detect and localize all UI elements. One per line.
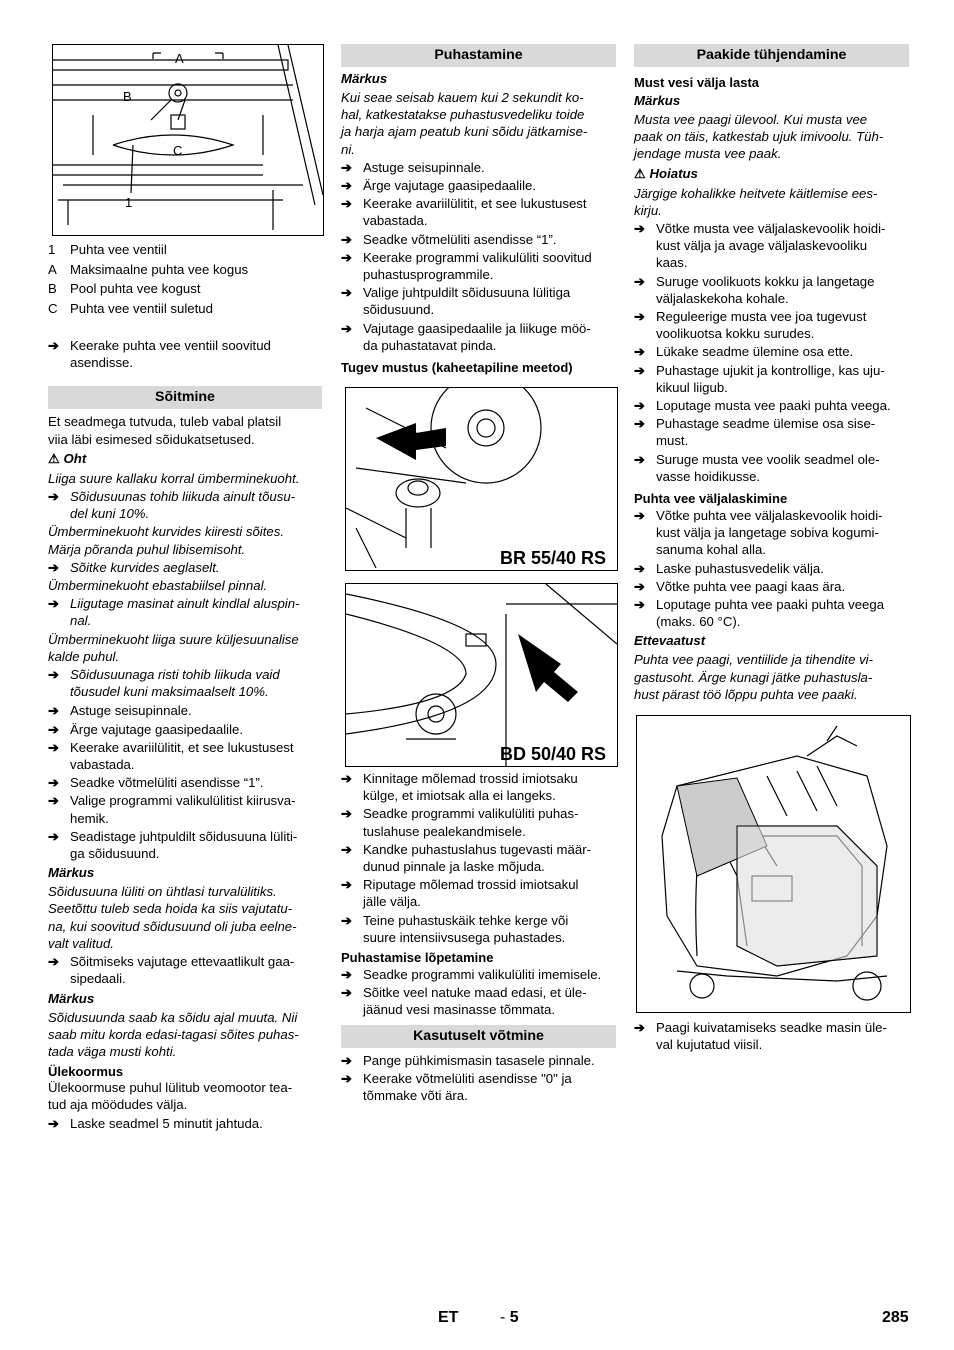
instruction-step: ➔ Seadke programmi valikulüliti imemisele. [341,967,602,983]
instruction-step: ➔ Võtke puhta vee väljalaskevoolik hoidi- kust välja ja langetage sobiva kogumi- sanuma kohal alla. [634,508,883,558]
instruction-step: ➔ Loputage puhta vee paaki puhta veega (maks. 60 °C). [634,597,885,630]
arrow-icon: ➔ [634,560,646,576]
warning-text: Järgige kohalikke heitvete käitlemise ees- kirju. [634,185,878,218]
arrow-icon: ➔ [341,967,353,983]
arrow-icon: ➔ [341,1052,353,1068]
arrow-icon: ➔ [341,1070,353,1086]
instruction-step: ➔ Sõitke veel natuke maad edasi, et üle- jäänud vesi masinasse tõmmata. [341,985,587,1018]
instruction-step: ➔ Keerake võtmelüliti asendisse "0" ja tõmmake võti ära. [341,1070,572,1104]
danger-text: Ümberminekuoht kurvides kiiresti sõites. Märja põranda puhul libisemisoht. [48,524,284,557]
instruction-step: ➔ Võtke puhta vee paagi kaas ära. [634,578,846,594]
instruction-step: ➔ Kandke puhastuslahus tugevasti määr- dunud pinnale ja laske mõjuda. [341,841,591,875]
figure-model-label: BD 50/40 RS [500,744,607,765]
fig-label-a: A [175,51,184,66]
arrow-icon: ➔ [341,249,353,265]
legend-item: B Pool puhta vee kogust [48,281,201,296]
instruction-step: ➔ Lükake seadme ülemine osa ette. [634,344,854,360]
fig-label-1: 1 [125,195,133,210]
arrow-icon: ➔ [634,344,646,360]
arrow-icon: ➔ [634,508,646,524]
instruction-step: ➔ Kinnitage mõlemad trossid imiotsaku külge, et imiotsak alla ei langeks. [341,771,578,804]
arrow-icon: ➔ [634,1020,646,1036]
arrow-icon: ➔ [634,578,646,594]
instruction-step: ➔ Keerake avariilülitit, et see lukustusest vabastada. [341,196,587,229]
danger-step: ➔ Sõidusuunaga risti tohib liikuda vaid tõusudel kuni maksimaalselt 10%. [48,667,280,700]
note-text: Musta vee paagi ülevool. Kui musta vee paak on täis, katkestab ujuk imivoolu. Tüh- jendage musta vee paak. [634,112,884,162]
figure-bd-50-40 [345,583,618,767]
instruction-step: ➔ Loputage musta vee paaki puhta veega. [634,398,891,414]
instruction-step: ➔ Seadistage juhtpuldilt sõidusuuna lüliti- ga sõidusuund. [48,828,298,862]
figure-legend [48,240,322,318]
note-heading: Märkus [48,990,95,1006]
legend-item: C Puhta vee ventiil suletud [48,300,213,316]
fig-label-c: C [173,143,183,158]
instruction-step: ➔ Seadke võtmelüliti asendisse “1”. [48,775,264,791]
section-heading: Puhastamine [341,44,616,67]
instruction-step: ➔ Reguleerige musta vee joa tugevust voolikuotsa kokku surudes. [634,309,867,342]
figure-br-55-40 [345,387,618,571]
warning-triangle-icon: ⚠ [634,165,646,181]
arrow-icon: ➔ [634,309,646,325]
arrow-icon: ➔ [48,739,60,755]
instruction-step: ➔ Sõitmiseks vajutage ettevaatlikult gaa- sipedaali. [48,954,295,987]
arrow-icon: ➔ [48,489,60,505]
arrow-icon: ➔ [48,775,60,791]
arrow-icon: ➔ [634,398,646,414]
caution-heading: Ettevaatust [634,633,706,649]
danger-step: ➔ Sõitke kurvides aeglaselt. [48,559,220,575]
subsection-heading: Must vesi välja lasta [634,75,760,90]
instruction-step: ➔ Teine puhastuskäik tehke kerge või suure intensiivsusega puhastades. [341,912,569,945]
instruction-step: ➔ Laske seadmel 5 minutit jahtuda. [48,1115,263,1131]
arrow-icon: ➔ [634,416,646,432]
legend-item: 1 Puhta vee ventiil [48,242,167,257]
machine-illustration [637,716,910,1012]
instruction-step: ➔ Keerake programmi valikulüliti soovitud puhastusprogrammile. [341,249,592,283]
figure-clean-water-valve [52,44,324,236]
arrow-icon: ➔ [48,954,60,970]
subsection-heading: Puhastamise lõpetamine [341,950,494,966]
note-text: Kui seae seisab kauem kui 2 sekundit ko- hal, katkestatakse puhastusvedeliku toide ja harja ajam peatub kuni sõidu jätkamise- ni. [341,90,588,157]
instruction-step: ➔ Laske puhastusvedelik välja. [634,560,824,576]
arrow-icon: ➔ [48,596,60,612]
arrow-icon: ➔ [48,1115,60,1131]
arrow-icon: ➔ [48,338,60,353]
figure-model-label: BR 55/40 RS [500,548,607,569]
instruction-step: ➔ Puhastage ujukit ja kontrollige, kas uju- kikuul liigub. [634,362,885,395]
arrow-icon: ➔ [634,597,646,613]
subsection-heading: Puhta vee väljalaskimine [634,491,788,507]
body-text: Et seadmega tutvuda, tuleb vabal platsil viia läbi esimesed sõidukatsetused. [48,414,282,447]
note-heading: Märkus [341,71,388,86]
legend-item: A Maksimaalne puhta vee kogus [48,261,249,277]
section-heading: Kasutuselt võtmine [341,1025,616,1048]
section-heading: Sõitmine [48,386,322,409]
note-heading: Märkus [634,93,681,108]
instruction-step: ➔ Suruge musta vee voolik seadmel ole- vasse hoidikusse. [634,451,880,484]
arrow-icon: ➔ [341,196,353,212]
instruction-step: ➔ Paagi kuivatamiseks seadke masin üle- val kujutatud viisil. [634,1020,887,1053]
arrow-icon: ➔ [341,320,353,336]
arrow-icon: ➔ [341,912,353,928]
arrow-icon: ➔ [341,985,353,1001]
note-heading: Märkus [48,865,95,881]
valve-illustration [53,45,323,235]
note-text: Sõidusuuna lüliti on ühtlasi turvalülitiks. Seetõttu tuleb seda hoida ka siis vajutatu- na, kui soovitud sõidusuund oli juba eelne- valt valitud. [48,884,297,951]
arrow-icon: ➔ [341,806,353,822]
instruction-step: ➔ Ärge vajutage gaasipedaalile. [341,178,537,194]
instruction-step: ➔ Keerake puhta vee ventiil soovitud asendisse. [48,338,271,371]
danger-step: ➔ Sõidusuunas tohib liikuda ainult tõusu- del kuni 10%. [48,489,296,522]
danger-heading: ⚠ Oht [48,450,87,466]
arrow-icon: ➔ [634,362,646,378]
arrow-icon: ➔ [634,273,646,289]
instruction-step: ➔ Võtke musta vee väljalaskevoolik hoidi- kust välja ja avage väljalaskevooliku kaas. [634,221,886,271]
arrow-icon: ➔ [48,703,60,719]
danger-step: ➔ Liigutage masinat ainult kindlal aluspin- nal. [48,596,300,629]
arrow-icon: ➔ [341,285,353,301]
arrow-icon: ➔ [341,841,353,857]
arrow-icon: ➔ [48,828,60,844]
footer-section-page: - 5 [500,1309,519,1326]
section-heading: Paakide tühjendamine [634,44,909,67]
arrow-icon: ➔ [634,451,646,467]
instruction-step: ➔ Puhastage seadme ülemise osa sise- must. [634,416,876,449]
instruction-step: ➔ Suruge voolikuots kokku ja langetage väljalaskekoha kohale. [634,273,875,306]
fig-label-b: B [123,89,132,104]
column-right [634,44,909,1055]
arrow-icon: ➔ [341,159,353,175]
arrow-icon: ➔ [48,667,60,683]
arrow-icon: ➔ [48,721,60,737]
instruction-step: ➔ Seadke programmi valikulüliti puhas- tuslahuse pealekandmisele. [341,806,579,839]
instruction-step: ➔ Valige programmi valikulülitist kiirusva- hemik. [48,793,296,826]
instruction-step: ➔ Vajutage gaasipedaalile ja liikuge möö- da puhastatavat pinda. [341,320,591,353]
squeegee-illustration [346,584,617,766]
danger-text: Ümberminekuoht ebastabiilsel pinnal. [48,578,268,594]
instruction-step: ➔ Valige juhtpuldilt sõidusuuna lülitiga sõidusuund. [341,285,571,318]
squeegee-illustration [346,388,617,570]
instruction-step: ➔ Astuge seisupinnale. [341,159,485,175]
arrow-icon: ➔ [341,231,353,247]
arrow-icon: ➔ [341,178,353,194]
subsection-heading: Tugev mustus (kaheetapiline meetod) [341,360,573,376]
arrow-icon: ➔ [634,221,646,237]
column-left [48,44,322,1133]
arrow-icon: ➔ [341,877,353,893]
footer-page-number: 285 [882,1309,909,1326]
warning-triangle-icon: ⚠ [48,450,60,466]
danger-text: Liiga suure kallaku korral ümberminekuoht. [48,470,300,486]
instruction-step: ➔ Pange pühkimismasin tasasele pinnale. [341,1052,595,1068]
caution-text: Puhta vee paagi, ventiilide ja tihendite vi- gastusoht. Ärge kunagi jätke puhastusla- hust pärast töö lõppu puhta vee paaki. [634,652,873,702]
instruction-step: ➔ Keerake avariilülitit, et see lukustusest vabastada. [48,739,294,773]
column-middle [341,44,616,1105]
arrow-icon: ➔ [341,771,353,787]
note-text: Sõidusuunda saab ka sõidu ajal muuta. Nii saab mitu korda edasi-tagasi sõites puhas- tada väga musti kohti. [48,1009,299,1059]
warning-heading: ⚠ Hoiatus [634,165,698,181]
instruction-step: ➔ Astuge seisupinnale. [48,703,192,719]
arrow-icon: ➔ [48,793,60,809]
instruction-step: ➔ Riputage mõlemad trossid imiotsakul jälle välja. [341,877,579,910]
danger-text: Ümberminekuoht liiga suure küljesuunalise kalde puhul. [48,631,299,664]
instruction-step: ➔ Seadke võtmelüliti asendisse “1”. [341,231,557,247]
subsection-heading: Ülekoormus [48,1064,124,1080]
instruction-step: ➔ Ärge vajutage gaasipedaalile. [48,721,244,737]
body-text: Ülekoormuse puhul lülitub veomootor tea- tud aja möödudes välja. [48,1080,293,1113]
arrow-icon: ➔ [48,559,60,575]
footer-language: ET [438,1309,459,1326]
figure-machine-drying [636,715,911,1013]
